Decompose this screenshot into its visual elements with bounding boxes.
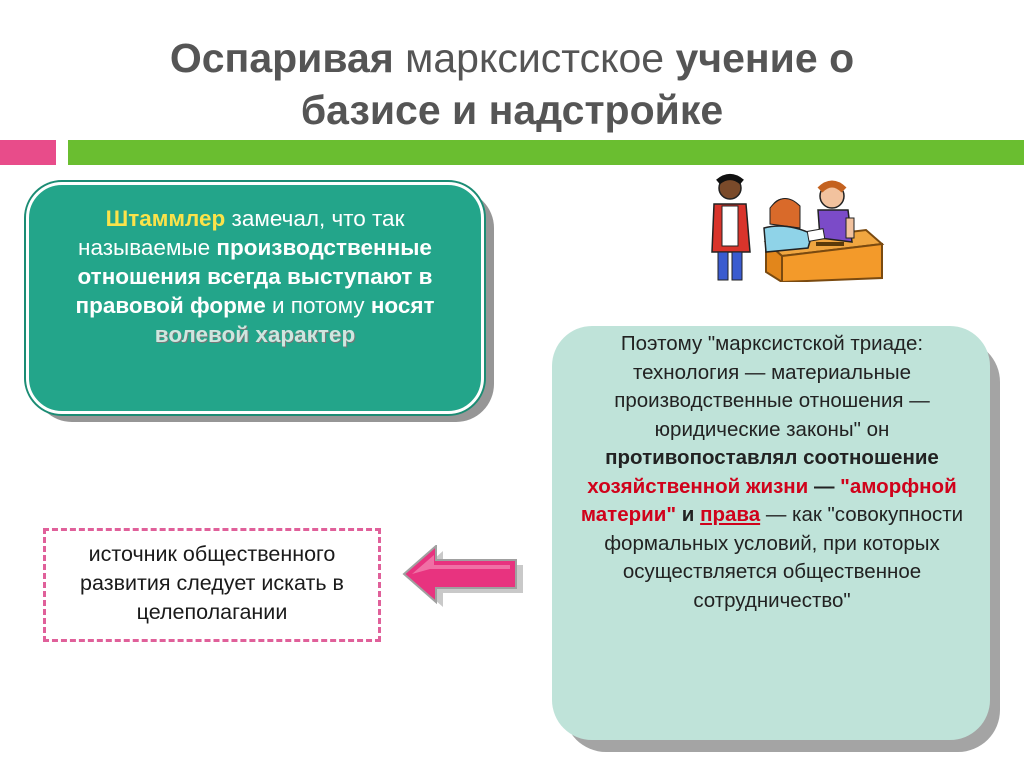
teal-bold-1: производственные отношения всегда выступают в правовой форме bbox=[75, 235, 433, 318]
left-arrow-icon bbox=[400, 545, 524, 607]
author-name: Штаммлер bbox=[105, 206, 226, 231]
accent-stripe-green bbox=[68, 140, 1024, 165]
mint-bold-1: противопоставлял соотношение bbox=[605, 446, 939, 469]
title-word-4: о bbox=[829, 35, 855, 81]
teal-callout-text bbox=[60, 204, 450, 349]
mint-red-2: "аморфной материи" bbox=[580, 474, 957, 526]
teal-text-1: замечал, что так называемые bbox=[78, 206, 405, 260]
title-line-2: базисе и надстройке bbox=[300, 87, 724, 133]
title-word-3: учение bbox=[675, 35, 818, 81]
mint-dash: — bbox=[813, 474, 835, 498]
voting-people-clipart bbox=[696, 172, 886, 282]
title-word-1: Оспаривая bbox=[169, 35, 394, 81]
slide-title bbox=[90, 32, 934, 136]
mint-red-3: права bbox=[700, 503, 761, 526]
teal-bold-2: носят bbox=[370, 293, 435, 318]
mint-text-1: Поэтому "марксистской триаде: технология — материальные производственные отношения — юридические законы" он bbox=[614, 332, 930, 441]
mint-callout-text bbox=[574, 330, 970, 615]
mint-text-2: — как "совокупности формальных условий, при которых осуществляется общественное сотрудничество" bbox=[604, 503, 964, 612]
accent-stripe-pink bbox=[0, 140, 56, 165]
title-word-2: марксистское bbox=[405, 35, 665, 81]
accent-square bbox=[58, 144, 64, 150]
teal-text-2: и потому bbox=[271, 293, 365, 318]
left-conclusion-text: источник общественного развития следует искать в целеполагании bbox=[80, 542, 344, 624]
mint-and: и bbox=[681, 503, 695, 526]
teal-overflow-text: волевой характер bbox=[154, 322, 356, 347]
mint-red-1: хозяйственной жизни bbox=[587, 474, 809, 498]
